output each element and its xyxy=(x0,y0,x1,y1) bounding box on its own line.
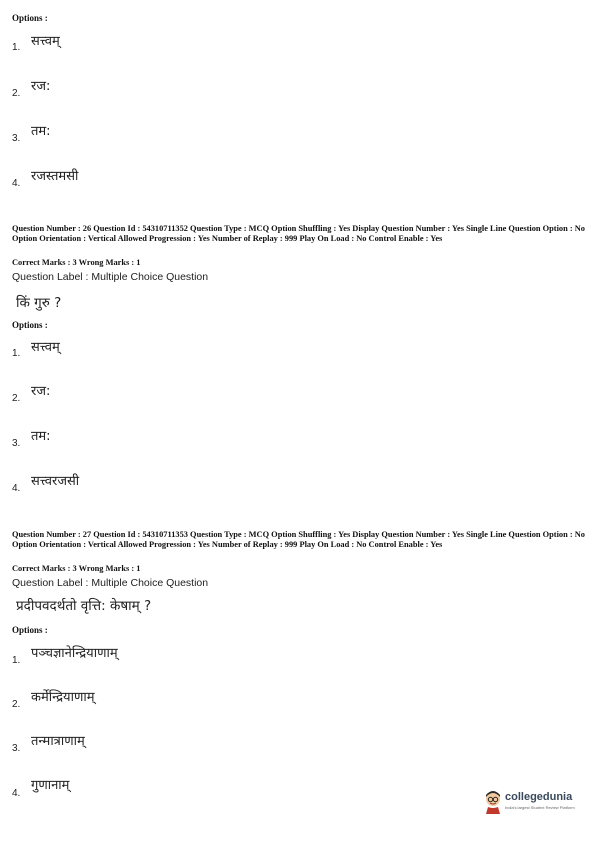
question-label: Question Label : Multiple Choice Question xyxy=(12,577,209,589)
option-text: गुणानाम् xyxy=(31,778,70,793)
brand-name: collegedunia xyxy=(505,791,573,803)
option-number: 3. xyxy=(12,438,21,449)
option-text: रज: xyxy=(31,79,51,94)
option-text: रज: xyxy=(31,384,51,399)
brand-tagline: India's largest Student Review Platform xyxy=(505,805,575,810)
option-text: सत्त्वम् xyxy=(31,34,60,49)
question-label: Question Label : Multiple Choice Question xyxy=(12,271,209,283)
collegedunia-logo xyxy=(483,790,591,816)
options-heading: Options : xyxy=(12,625,48,635)
option-text: तम: xyxy=(31,429,51,444)
mascot-icon xyxy=(483,790,503,814)
question-text: किं गुरु ? xyxy=(16,295,62,311)
option-number: 2. xyxy=(12,393,21,404)
option-number: 2. xyxy=(12,699,21,710)
marks-info: Correct Marks : 3 Wrong Marks : 1 xyxy=(12,564,141,573)
option-number: 1. xyxy=(12,348,21,359)
option-number: 3. xyxy=(12,133,21,144)
question-text: प्रदीपवदर्थतो वृत्ति: केषाम् ? xyxy=(16,598,152,614)
option-number: 2. xyxy=(12,88,21,99)
option-number: 4. xyxy=(12,788,21,799)
option-number: 1. xyxy=(12,42,21,53)
option-text: पञ्चज्ञानेन्द्रियाणाम् xyxy=(31,646,118,661)
question-meta: Question Number : 27 Question Id : 54310711353 Question Type : MCQ Option Shuffling : Yes Display Question Number : Yes Single Line Question Option : No Option Orientation : Vertical Allowed Progression : Yes Number of Replay : 999 Play On Load : No Control Enable : Yes xyxy=(12,530,585,549)
option-text: सत्त्वम् xyxy=(31,340,60,355)
option-number: 1. xyxy=(12,655,21,666)
option-text: तन्मात्राणाम् xyxy=(31,734,85,749)
option-text: रजस्तमसी xyxy=(31,169,79,184)
question-meta: Question Number : 26 Question Id : 54310711352 Question Type : MCQ Option Shuffling : Yes Display Question Number : Yes Single Line Question Option : No Option Orientation : Vertical Allowed Progression : Yes Number of Replay : 999 Play On Load : No Control Enable : Yes xyxy=(12,224,585,243)
option-number: 4. xyxy=(12,178,21,189)
option-number: 4. xyxy=(12,483,21,494)
option-text: तम: xyxy=(31,124,51,139)
options-heading: Options : xyxy=(12,320,48,330)
option-number: 3. xyxy=(12,743,21,754)
option-text: सत्त्वरजसी xyxy=(31,474,80,489)
options-heading: Options : xyxy=(12,13,48,23)
option-text: कर्मेन्द्रियाणाम् xyxy=(31,690,95,705)
marks-info: Correct Marks : 3 Wrong Marks : 1 xyxy=(12,258,141,267)
